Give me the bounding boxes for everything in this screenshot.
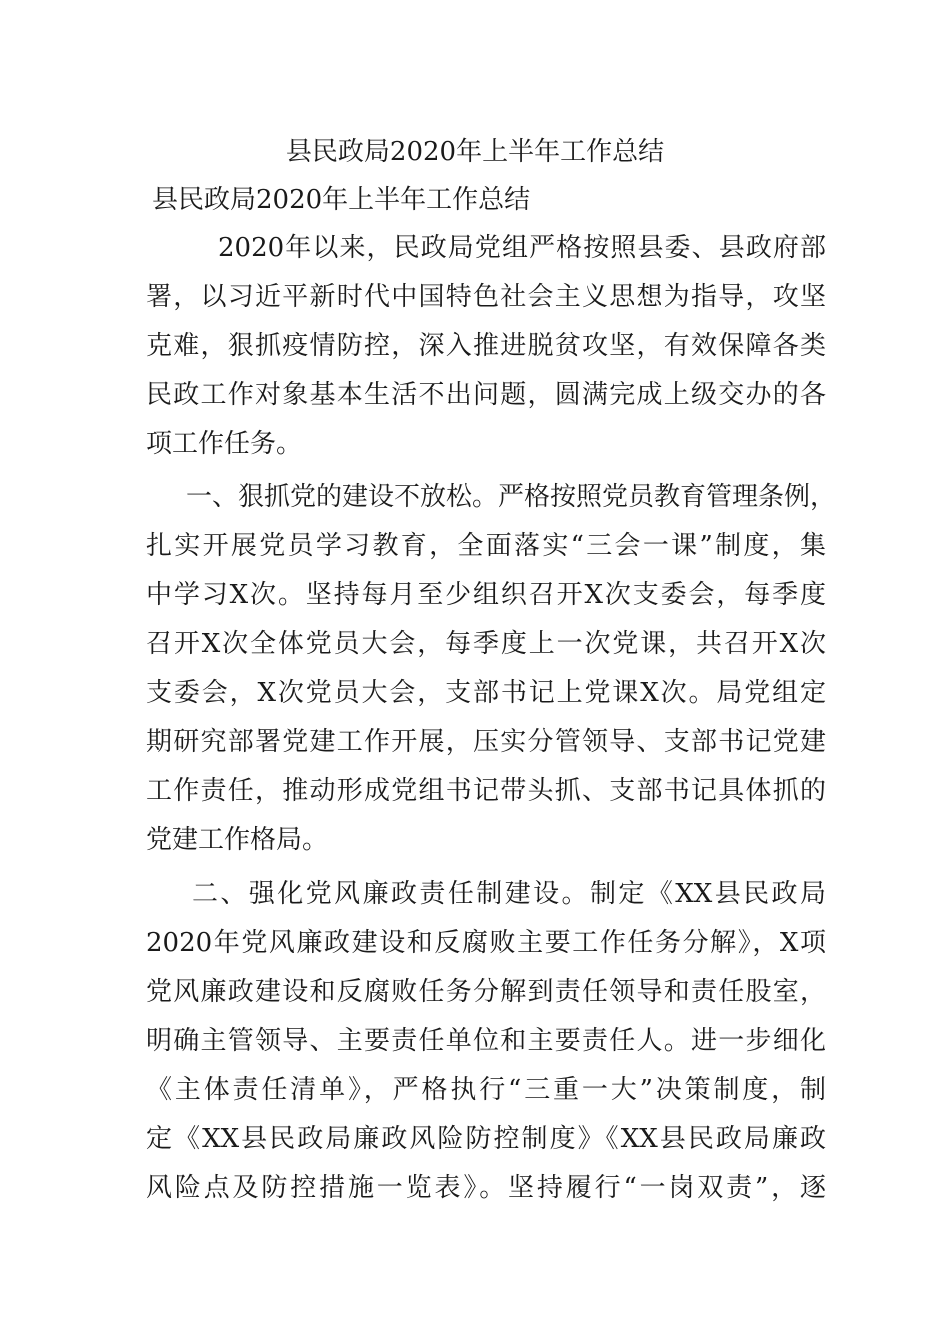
paragraph-3-line-6: 定《XX县民政局廉政风险防控制度》《XX县民政局廉政	[146, 1124, 826, 1154]
paragraph-3-line-2: 2020年党风廉政建设和反腐败主要工作任务分解》，X项	[146, 928, 826, 958]
paragraph-3-line-3: 党风廉政建设和反腐败任务分解到责任领导和责任股室，	[146, 977, 826, 1007]
paragraph-3-line-5: 《主体责任清单》，严格执行“三重一大”决策制度，制	[146, 1075, 826, 1105]
paragraph-2-line-8: 党建工作格局。	[146, 825, 329, 855]
paragraph-1-line-1: 2020年以来，民政局党组严格按照县委、县政府部	[218, 233, 826, 263]
paragraph-3-line-4: 明确主管领导、主要责任单位和主要责任人。进一步细化	[146, 1026, 826, 1056]
paragraph-2-line-2: 扎实开展党员学习教育，全面落实“三会一课”制度，集	[146, 531, 826, 561]
paragraph-1-line-5: 项工作任务。	[146, 429, 303, 459]
paragraph-2-line-6: 期研究部署党建工作开展，压实分管领导、支部书记党建	[146, 727, 826, 757]
paragraph-2-line-7: 工作责任，推动形成党组书记带头抓、支部书记具体抓的	[146, 776, 826, 806]
paragraph-1-line-2: 署，以习近平新时代中国特色社会主义思想为指导，攻坚	[146, 282, 826, 312]
paragraph-3-line-7: 风险点及防控措施一览表》。坚持履行“一岗双责”，逐	[146, 1173, 826, 1203]
document-subtitle: 县民政局2020年上半年工作总结	[152, 185, 531, 215]
paragraph-1-line-4: 民政工作对象基本生活不出问题，圆满完成上级交办的各	[146, 380, 826, 410]
paragraph-2-line-1: 一、狠抓党的建设不放松。严格按照党员教育管理条例，	[186, 482, 837, 512]
paragraph-2-line-4: 召开X次全体党员大会，每季度上一次党课，共召开X次	[146, 629, 826, 659]
paragraph-1-line-3: 克难，狠抓疫情防控，深入推进脱贫攻坚，有效保障各类	[146, 331, 826, 361]
paragraph-2-line-3: 中学习X次。坚持每月至少组织召开X次支委会，每季度	[146, 580, 826, 610]
paragraph-2-line-5: 支委会，X次党员大会，支部书记上党课X次。局党组定	[146, 678, 826, 708]
document-title: 县民政局2020年上半年工作总结	[285, 137, 665, 167]
paragraph-3-line-1: 二、强化党风廉政责任制建设。制定《XX县民政局	[192, 879, 826, 909]
